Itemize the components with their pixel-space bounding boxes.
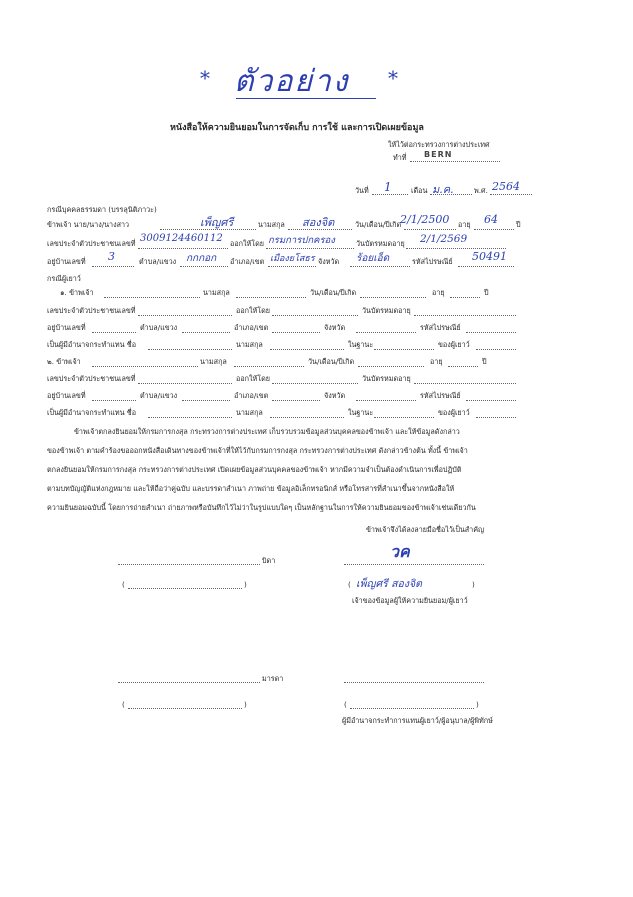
owner-caption: เจ้าของข้อมูลผู้ให้ความยินยอม/ผู้เยาว์ bbox=[352, 596, 468, 605]
adult-expiry-value: 2/1/2569 bbox=[420, 233, 468, 245]
consent-line-5: ความยินยอมฉบับนี้ โดยการถ่ายสำเนา ถ่ายภาพหรือบันทึกไว้ไม่ว่าในรูปแบบใดๆ เป็นหลักฐานในการให้ความยินยอมของข้าพเจ้าเช่นเดียวกัน bbox=[47, 503, 476, 512]
consent-line-2: ของข้าพเจ้า ตามคำร้องขอออกหนังสือเดินทางของข้าพเจ้าที่ให้ไว้กับกรมการกงสุล กระทรวงการต่างประเทศ ดังกล่าวข้างต้น ทั้งนี้ ข้าพเจ้า bbox=[47, 446, 468, 455]
minor2-status-label: ในฐานะ bbox=[348, 408, 374, 417]
adult-name-label: ข้าพเจ้า นาย/นาง/นางสาว bbox=[47, 220, 130, 229]
date-year-label: พ.ศ. bbox=[474, 186, 488, 195]
stamp-underline bbox=[236, 98, 376, 99]
adult-addr-label: อยู่บ้านเลขที่ bbox=[47, 257, 86, 266]
minor2-province-label: จังหวัด bbox=[324, 391, 346, 400]
adult-subdistrict-label: ตำบล/แขวง bbox=[139, 257, 177, 266]
adult-addr-value: 3 bbox=[108, 250, 115, 263]
minor1-subdistrict-label: ตำบล/แขวง bbox=[140, 323, 178, 332]
mother-paren-open: ( bbox=[122, 700, 125, 709]
adult-surname-value: สองจิต bbox=[302, 216, 335, 229]
place-value: BERN bbox=[424, 150, 453, 159]
adult-province-label: จังหวัด bbox=[318, 257, 340, 266]
minor2-surname-label: นามสกุล bbox=[200, 357, 227, 366]
minor1-province-label: จังหวัด bbox=[324, 323, 346, 332]
mother-paren-close: ) bbox=[244, 700, 247, 709]
minor1-dob-label: วัน/เดือน/ปีเกิด bbox=[310, 288, 357, 297]
minor1-of-label: ของผู้เยาว์ bbox=[438, 340, 470, 349]
father-paren-open: ( bbox=[122, 580, 125, 589]
minor-heading: กรณีผู้เยาว์ bbox=[47, 274, 81, 283]
minor2-issued-label: ออกให้โดย bbox=[236, 374, 270, 383]
minor1-expiry-label: วันบัตรหมดอายุ bbox=[362, 306, 411, 315]
minor2-addr-label: อยู่บ้านเลขที่ bbox=[47, 391, 86, 400]
minor1-issued-label: ออกให้โดย bbox=[236, 306, 270, 315]
owner-signature: วค bbox=[390, 542, 410, 561]
father-label: บิดา bbox=[262, 556, 276, 565]
minor2-index: ๒. ข้าพเจ้า bbox=[47, 357, 81, 366]
adult-name-value: เพ็ญศรี bbox=[200, 216, 234, 229]
adult-age-value: 64 bbox=[484, 213, 498, 226]
owner-name: เพ็ญศรี สองจิต bbox=[356, 578, 422, 590]
minor1-district-label: อำเภอ/เขต bbox=[234, 323, 269, 332]
adult-expiry-label: วันบัตรหมดอายุ bbox=[356, 239, 405, 248]
minor1-age-unit: ปี bbox=[484, 288, 489, 297]
adult-subdistrict-value: กกกอก bbox=[186, 253, 217, 264]
consent-line-1: ข้าพเจ้าตกลงยินยอมให้กรมการกงสุล กระทรวงการต่างประเทศ เก็บรวบรวมข้อมูลส่วนบุคคลของข้าพเจ้า และให้ข้อมูลดังกล่าว bbox=[74, 427, 460, 436]
adult-dob-label: วัน/เดือน/ปีเกิด bbox=[355, 220, 402, 229]
minor2-district-label: อำเภอ/เขต bbox=[234, 391, 269, 400]
minor1-id-label: เลขประจำตัวประชาชนเลขที่ bbox=[47, 306, 136, 315]
adult-district-value: เมืองยโสธร bbox=[270, 254, 315, 264]
date-month-label: เดือน bbox=[411, 186, 428, 195]
adult-age-unit: ปี bbox=[516, 220, 521, 229]
guardian-paren-open: ( bbox=[344, 700, 347, 709]
stamp-star-left: * bbox=[200, 66, 212, 90]
minor2-age-unit: ปี bbox=[482, 357, 487, 366]
minor1-addr-label: อยู่บ้านเลขที่ bbox=[47, 323, 86, 332]
sample-stamp bbox=[200, 58, 430, 104]
guardian-paren-close: ) bbox=[476, 700, 479, 709]
adult-postal-label: รหัสไปรษณีย์ bbox=[412, 257, 453, 266]
adult-issued-value: กรมการปกครอง bbox=[268, 235, 335, 246]
addressee: ให้ไว้ต่อกระทรวงการต่างประเทศ bbox=[388, 140, 490, 149]
date-year-value: 2564 bbox=[492, 180, 520, 193]
minor2-of-label: ของผู้เยาว์ bbox=[438, 408, 470, 417]
owner-paren-open: ( bbox=[348, 580, 351, 589]
adult-district-label: อำเภอ/เขต bbox=[230, 257, 265, 266]
place-label: ทำที่ bbox=[393, 153, 407, 162]
minor1-guardian-surname-label: นามสกุล bbox=[236, 340, 263, 349]
minor2-subdistrict-label: ตำบล/แขวง bbox=[140, 391, 178, 400]
adult-postal-value: 50491 bbox=[472, 250, 507, 263]
minor2-dob-label: วัน/เดือน/ปีเกิด bbox=[308, 357, 355, 366]
adult-id-value: 3009124460112 bbox=[140, 233, 223, 244]
minor1-postal-label: รหัสไปรษณีย์ bbox=[420, 323, 461, 332]
adult-id-label: เลขประจำตัวประชาชนเลขที่ bbox=[47, 239, 136, 248]
minor1-index: ๑. ข้าพเจ้า bbox=[60, 288, 94, 297]
form-title: หนังสือให้ความยินยอมในการจัดเก็บ การใช้ และการเปิดเผยข้อมูล bbox=[170, 123, 424, 133]
adult-province-value: ร้อยเอ็ด bbox=[356, 253, 390, 264]
adult-surname-label: นามสกุล bbox=[258, 220, 285, 229]
consent-line-3: ตกลงยินยอมให้กรมการกงสุล กระทรวงการต่างประเทศ เปิดเผยข้อมูลส่วนบุคคลของข้าพเจ้า หากมีความจำเป็นต้องดำเนินการเพื่อปฏิบัติ bbox=[47, 465, 462, 474]
minor1-guardian-label: เป็นผู้มีอำนาจกระทำแทน ชื่อ bbox=[47, 340, 137, 349]
minor2-guardian-surname-label: นามสกุล bbox=[236, 408, 263, 417]
minor2-age-label: อายุ bbox=[430, 357, 443, 366]
stamp-text: ตัวอย่าง bbox=[234, 64, 350, 99]
minor1-surname-label: นามสกุล bbox=[203, 288, 230, 297]
adult-issued-label: ออกให้โดย bbox=[230, 239, 264, 248]
date-day-value: 1 bbox=[384, 180, 392, 194]
minor2-postal-label: รหัสไปรษณีย์ bbox=[420, 391, 461, 400]
minor1-age-label: อายุ bbox=[432, 288, 445, 297]
adult-dob-value: 2/1/2500 bbox=[400, 213, 450, 226]
date-day-label: วันที่ bbox=[355, 186, 369, 195]
adult-heading: กรณีบุคคลธรรมดา (บรรลุนิติภาวะ) bbox=[47, 205, 157, 214]
owner-paren-close: ) bbox=[472, 580, 475, 589]
minor2-id-label: เลขประจำตัวประชาชนเลขที่ bbox=[47, 374, 136, 383]
date-month-value: ม.ค. bbox=[432, 183, 454, 196]
mother-label: มารดา bbox=[262, 674, 284, 683]
consent-line-4: ตามบทบัญญัติแห่งกฎหมาย และให้ถือว่าคู่ฉบับ และบรรดาสำเนา ภาพถ่าย ข้อมูลอิเล็กทรอนิกส์ หรือโทรสารที่สำเนาขึ้นจากหนังสือให้ bbox=[47, 484, 455, 493]
stamp-star-right: * bbox=[388, 66, 400, 90]
consent-closing: ข้าพเจ้าจึงได้ลงลายมือชื่อไว้เป็นสำคัญ bbox=[366, 525, 485, 534]
minor2-guardian-label: เป็นผู้มีอำนาจกระทำแทน ชื่อ bbox=[47, 408, 137, 417]
adult-age-label: อายุ bbox=[458, 220, 471, 229]
minor2-expiry-label: วันบัตรหมดอายุ bbox=[362, 374, 411, 383]
father-paren-close: ) bbox=[244, 580, 247, 589]
minor1-status-label: ในฐานะ bbox=[348, 340, 374, 349]
guardian-caption: ผู้มีอำนาจกระทำการแทนผู้เยาว์/ผู้อนุบาล/ผู้พิทักษ์ bbox=[342, 716, 493, 725]
